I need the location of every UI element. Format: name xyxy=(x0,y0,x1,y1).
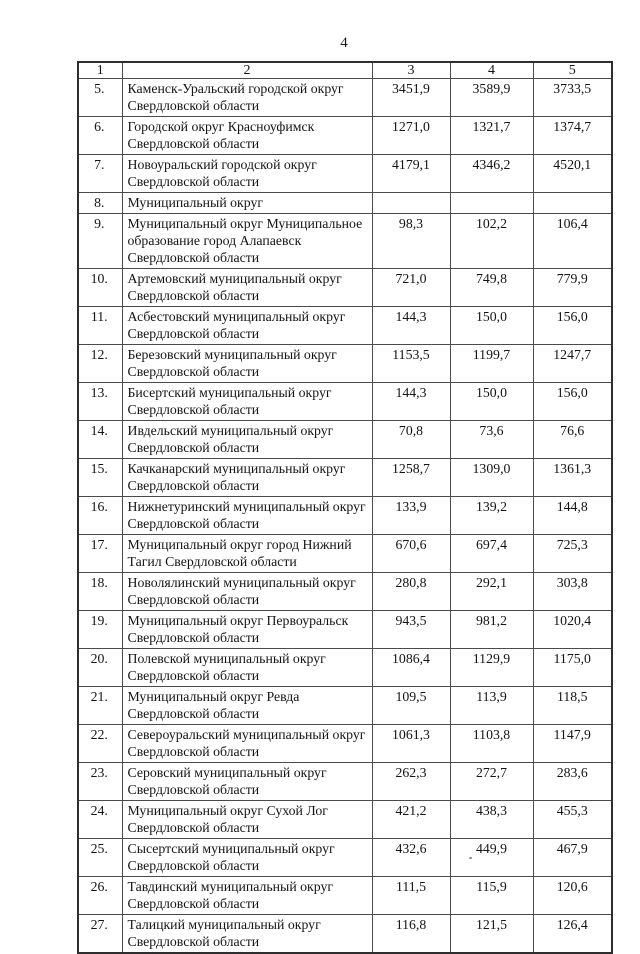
row-name: Североуральский муниципальный округ Свердловской области xyxy=(122,725,372,763)
row-value-1: 721,0 xyxy=(372,269,450,307)
row-value-3: 1247,7 xyxy=(533,345,612,383)
row-value-2: 272,7 xyxy=(450,763,533,801)
table-row xyxy=(78,421,612,459)
row-value-3: 1361,3 xyxy=(533,459,612,497)
row-value-1: 943,5 xyxy=(372,611,450,649)
row-name: Каменск-Уральский городской округ Свердловской области xyxy=(122,79,372,117)
row-name: Тавдинский муниципальный округ Свердловской области xyxy=(122,877,372,915)
row-number: 10. xyxy=(78,269,122,307)
row-name: Муниципальный округ Муниципальное образование город Алапаевск Свердловской области xyxy=(122,214,372,269)
table-row xyxy=(78,535,612,573)
row-value-1: 109,5 xyxy=(372,687,450,725)
table-head xyxy=(78,62,612,79)
row-value-1: 144,3 xyxy=(372,307,450,345)
row-name: Муниципальный округ Ревда Свердловской области xyxy=(122,687,372,725)
row-number: 22. xyxy=(78,725,122,763)
row-value-1: 1258,7 xyxy=(372,459,450,497)
row-value-2: 1321,7 xyxy=(450,117,533,155)
row-name: Городской округ Красноуфимск Свердловской области xyxy=(122,117,372,155)
row-name: Асбестовский муниципальный округ Свердловской области xyxy=(122,307,372,345)
row-value-2 xyxy=(450,193,533,214)
row-value-3: 1175,0 xyxy=(533,649,612,687)
row-value-1: 1271,0 xyxy=(372,117,450,155)
row-value-2: 1129,9 xyxy=(450,649,533,687)
row-number: 5. xyxy=(78,79,122,117)
row-value-3: 156,0 xyxy=(533,383,612,421)
row-number: 24. xyxy=(78,801,122,839)
row-number: 11. xyxy=(78,307,122,345)
row-name: Сысертский муниципальный округ Свердловской области xyxy=(122,839,372,877)
table-row xyxy=(78,345,612,383)
row-value-2: 139,2 xyxy=(450,497,533,535)
row-name: Артемовский муниципальный округ Свердловской области xyxy=(122,269,372,307)
table-row xyxy=(78,801,612,839)
table-header-col2: 2 xyxy=(122,62,372,79)
row-value-2: 1103,8 xyxy=(450,725,533,763)
row-number: 17. xyxy=(78,535,122,573)
row-value-1: 144,3 xyxy=(372,383,450,421)
row-value-2: 749,8 xyxy=(450,269,533,307)
row-value-2: 981,2 xyxy=(450,611,533,649)
row-name: Березовский муниципальный округ Свердловской области xyxy=(122,345,372,383)
row-value-3: 1020,4 xyxy=(533,611,612,649)
row-name: Полевской муниципальный округ Свердловской области xyxy=(122,649,372,687)
row-value-2: 3589,9 xyxy=(450,79,533,117)
row-number: 6. xyxy=(78,117,122,155)
row-value-3: 283,6 xyxy=(533,763,612,801)
row-value-2: 697,4 xyxy=(450,535,533,573)
row-number: 18. xyxy=(78,573,122,611)
table-row xyxy=(78,155,612,193)
row-value-1: 4179,1 xyxy=(372,155,450,193)
row-name: Ивдельский муниципальный округ Свердловской области xyxy=(122,421,372,459)
row-value-3: 118,5 xyxy=(533,687,612,725)
table-row xyxy=(78,649,612,687)
row-name: Талицкий муниципальный округ Свердловской области xyxy=(122,915,372,954)
row-value-1: 421,2 xyxy=(372,801,450,839)
table-row xyxy=(78,269,612,307)
table-row xyxy=(78,214,612,269)
row-value-1: 98,3 xyxy=(372,214,450,269)
row-value-3: 76,6 xyxy=(533,421,612,459)
row-number: 12. xyxy=(78,345,122,383)
row-value-3: 106,4 xyxy=(533,214,612,269)
table-body xyxy=(78,79,612,954)
row-value-1: 670,6 xyxy=(372,535,450,573)
row-number: 16. xyxy=(78,497,122,535)
row-value-2: 150,0 xyxy=(450,383,533,421)
table-row xyxy=(78,383,612,421)
row-number: 7. xyxy=(78,155,122,193)
table-row xyxy=(78,459,612,497)
table-row xyxy=(78,877,612,915)
row-value-3: 779,9 xyxy=(533,269,612,307)
row-number: 23. xyxy=(78,763,122,801)
row-value-3: 455,3 xyxy=(533,801,612,839)
row-number: 21. xyxy=(78,687,122,725)
row-number: 19. xyxy=(78,611,122,649)
row-name: Муниципальный округ Сухой Лог Свердловской области xyxy=(122,801,372,839)
row-name: Муниципальный округ xyxy=(122,193,372,214)
row-value-3: 467,9 xyxy=(533,839,612,877)
table-row xyxy=(78,117,612,155)
row-name: Серовский муниципальный округ Свердловской области xyxy=(122,763,372,801)
table-row xyxy=(78,497,612,535)
row-value-3: 4520,1 xyxy=(533,155,612,193)
row-value-1: 116,8 xyxy=(372,915,450,954)
row-value-3: 120,6 xyxy=(533,877,612,915)
row-value-2: 1199,7 xyxy=(450,345,533,383)
row-value-3: 725,3 xyxy=(533,535,612,573)
row-value-1: 262,3 xyxy=(372,763,450,801)
row-name: Муниципальный округ Первоуральск Свердловской области xyxy=(122,611,372,649)
row-number: 25. xyxy=(78,839,122,877)
row-value-2: 121,5 xyxy=(450,915,533,954)
row-number: 27. xyxy=(78,915,122,954)
row-number: 26. xyxy=(78,877,122,915)
table-header-col1: 1 xyxy=(78,62,122,79)
row-number: 13. xyxy=(78,383,122,421)
row-number: 8. xyxy=(78,193,122,214)
row-name: Качканарский муниципальный округ Свердловской области xyxy=(122,459,372,497)
row-value-2: 292,1 xyxy=(450,573,533,611)
row-value-2: 73,6 xyxy=(450,421,533,459)
row-value-3: 303,8 xyxy=(533,573,612,611)
table-row xyxy=(78,307,612,345)
row-value-1: 1061,3 xyxy=(372,725,450,763)
table-row xyxy=(78,79,612,117)
row-value-2: 113,9 xyxy=(450,687,533,725)
row-value-3: 1147,9 xyxy=(533,725,612,763)
row-value-1: 432,6 xyxy=(372,839,450,877)
table-row xyxy=(78,915,612,954)
table-header-col3: 3 xyxy=(372,62,450,79)
row-name: Нижнетуринский муниципальный округ Свердловской области xyxy=(122,497,372,535)
row-value-1: 3451,9 xyxy=(372,79,450,117)
row-value-1: 1153,5 xyxy=(372,345,450,383)
row-value-2: 150,0 xyxy=(450,307,533,345)
table-header-col4: 4 xyxy=(450,62,533,79)
row-name: Новоуральский городской округ Свердловской области xyxy=(122,155,372,193)
scan-artifact-dot xyxy=(469,857,472,859)
row-value-3: 126,4 xyxy=(533,915,612,954)
row-number: 15. xyxy=(78,459,122,497)
row-name: Муниципальный округ город Нижний Тагил Свердловской области xyxy=(122,535,372,573)
row-value-3: 1374,7 xyxy=(533,117,612,155)
row-value-2: 1309,0 xyxy=(450,459,533,497)
row-value-2: 4346,2 xyxy=(450,155,533,193)
row-value-2: 102,2 xyxy=(450,214,533,269)
table-row xyxy=(78,839,612,877)
row-value-3: 144,8 xyxy=(533,497,612,535)
table-header-row xyxy=(78,62,612,79)
row-name: Бисертский муниципальный округ Свердловской области xyxy=(122,383,372,421)
page-number: 4 xyxy=(340,35,348,51)
table-row xyxy=(78,687,612,725)
row-value-1: 280,8 xyxy=(372,573,450,611)
row-value-2: 438,3 xyxy=(450,801,533,839)
row-number: 14. xyxy=(78,421,122,459)
table-row xyxy=(78,611,612,649)
row-value-1: 111,5 xyxy=(372,877,450,915)
row-number: 9. xyxy=(78,214,122,269)
row-name: Новолялинский муниципальный округ Свердловской области xyxy=(122,573,372,611)
table-row xyxy=(78,763,612,801)
row-value-2: 115,9 xyxy=(450,877,533,915)
row-value-1: 70,8 xyxy=(372,421,450,459)
table-header-col5: 5 xyxy=(533,62,612,79)
data-table xyxy=(77,61,613,954)
table-row xyxy=(78,573,612,611)
row-value-2: 449,9 xyxy=(450,839,533,877)
row-value-3: 3733,5 xyxy=(533,79,612,117)
row-number: 20. xyxy=(78,649,122,687)
table-row xyxy=(78,193,612,214)
row-value-3: 156,0 xyxy=(533,307,612,345)
table-row xyxy=(78,725,612,763)
row-value-3 xyxy=(533,193,612,214)
row-value-1 xyxy=(372,193,450,214)
row-value-1: 133,9 xyxy=(372,497,450,535)
row-value-1: 1086,4 xyxy=(372,649,450,687)
